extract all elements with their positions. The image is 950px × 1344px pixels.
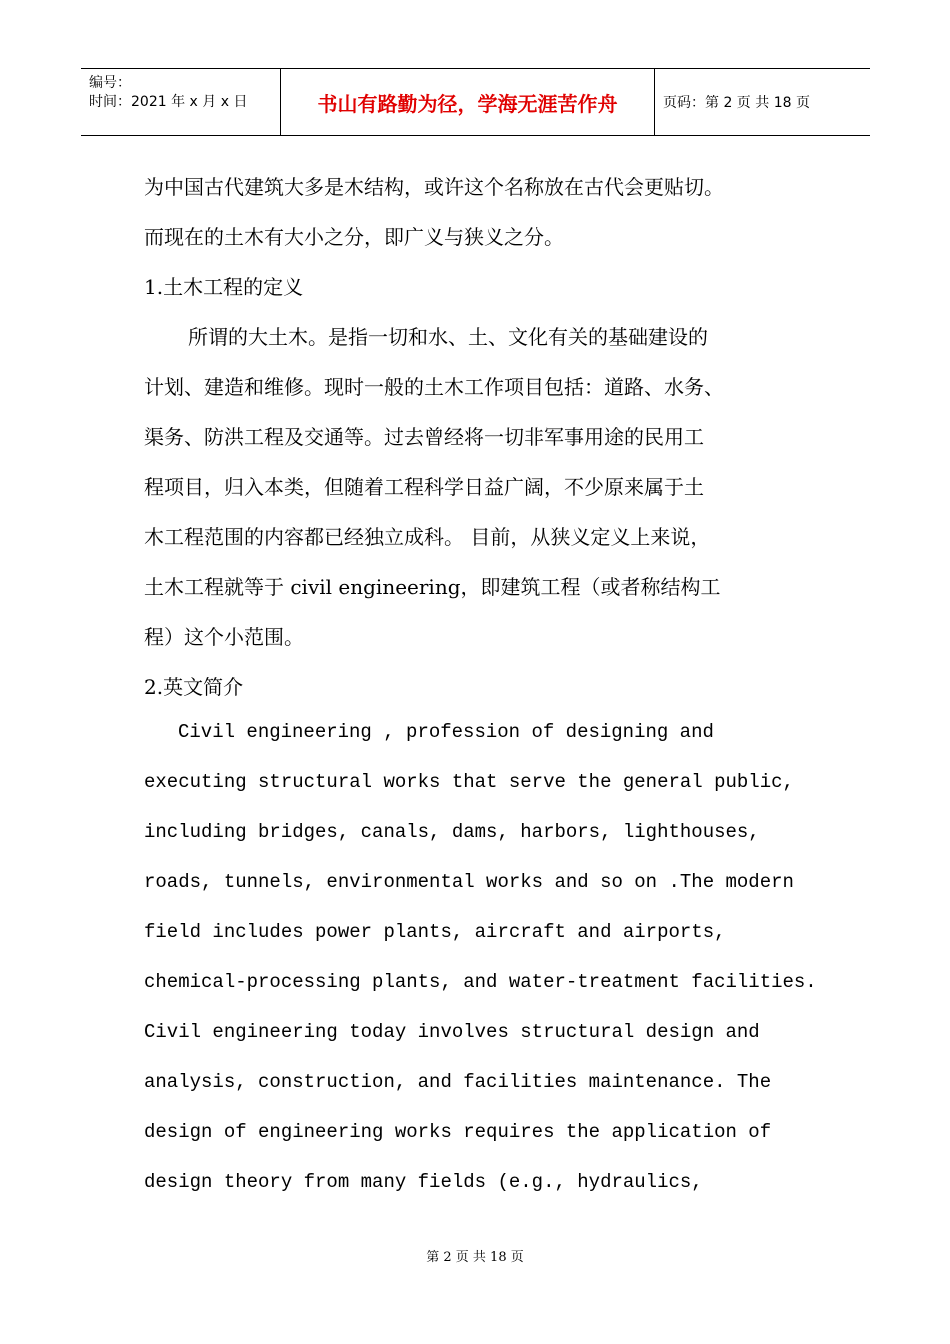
body-line: 程）这个小范围。 <box>144 625 304 649</box>
english-line: including bridges, canals, dams, harbors, lighthouses, <box>144 821 760 843</box>
document-code-label: 编号： <box>89 75 131 91</box>
document-date-label: 时间：2021 年 x 月 x 日 <box>89 94 248 110</box>
english-line: roads, tunnels, environmental works and so on .The modern <box>144 871 794 893</box>
page-footer: 第 2 页 共 18 页 <box>426 1250 524 1265</box>
english-line: analysis, construction, and facilities maintenance. The <box>144 1071 772 1093</box>
english-line: Civil engineering , profession of designing and <box>178 721 714 743</box>
header-meta-cell <box>81 69 281 135</box>
english-line: design of engineering works requires the application of <box>144 1121 772 1143</box>
english-line: executing structural works that serve the general public, <box>144 771 794 793</box>
body-line: 为中国古代建筑大多是木结构，或许这个名称放在古代会更贴切。 <box>144 175 724 199</box>
body-line: 土木工程就等于 civil engineering，即建筑工程（或者称结构工 <box>144 575 721 599</box>
body-line: 所谓的大土木。是指一切和水、土、文化有关的基础建设的 <box>188 325 708 349</box>
body-line: 木工程范围的内容都已经独立成科。 目前，从狭义定义上来说， <box>144 525 711 549</box>
header-motto: 书山有路勤为径，学海无涯苦作舟 <box>317 91 618 116</box>
header-page-cell <box>655 69 870 135</box>
body-line: 渠务、防洪工程及交通等。过去曾经将一切非军事用途的民用工 <box>144 425 704 449</box>
header-page-info: 页码：第 2 页 共 18 页 <box>663 95 810 111</box>
section-heading-definition: 1.土木工程的定义 <box>144 275 304 299</box>
body-line: 而现在的土木有大小之分，即广义与狭义之分。 <box>144 225 564 249</box>
section-heading-english: 2.英文简介 <box>144 675 244 699</box>
header-motto-cell <box>281 69 655 135</box>
page-header <box>81 68 870 136</box>
body-line: 程项目，归入本类，但随着工程科学日益广阔，不少原来属于土 <box>144 475 704 499</box>
english-line: field includes power plants, aircraft and airports, <box>144 921 726 943</box>
english-line: Civil engineering today involves structural design and <box>144 1021 760 1043</box>
english-line: chemical-processing plants, and water-treatment facilities. <box>144 971 817 993</box>
english-line: design theory from many fields (e.g., hydraulics, <box>144 1171 703 1193</box>
body-line: 计划、建造和维修。现时一般的土木工作项目包括：道路、水务、 <box>144 375 724 399</box>
